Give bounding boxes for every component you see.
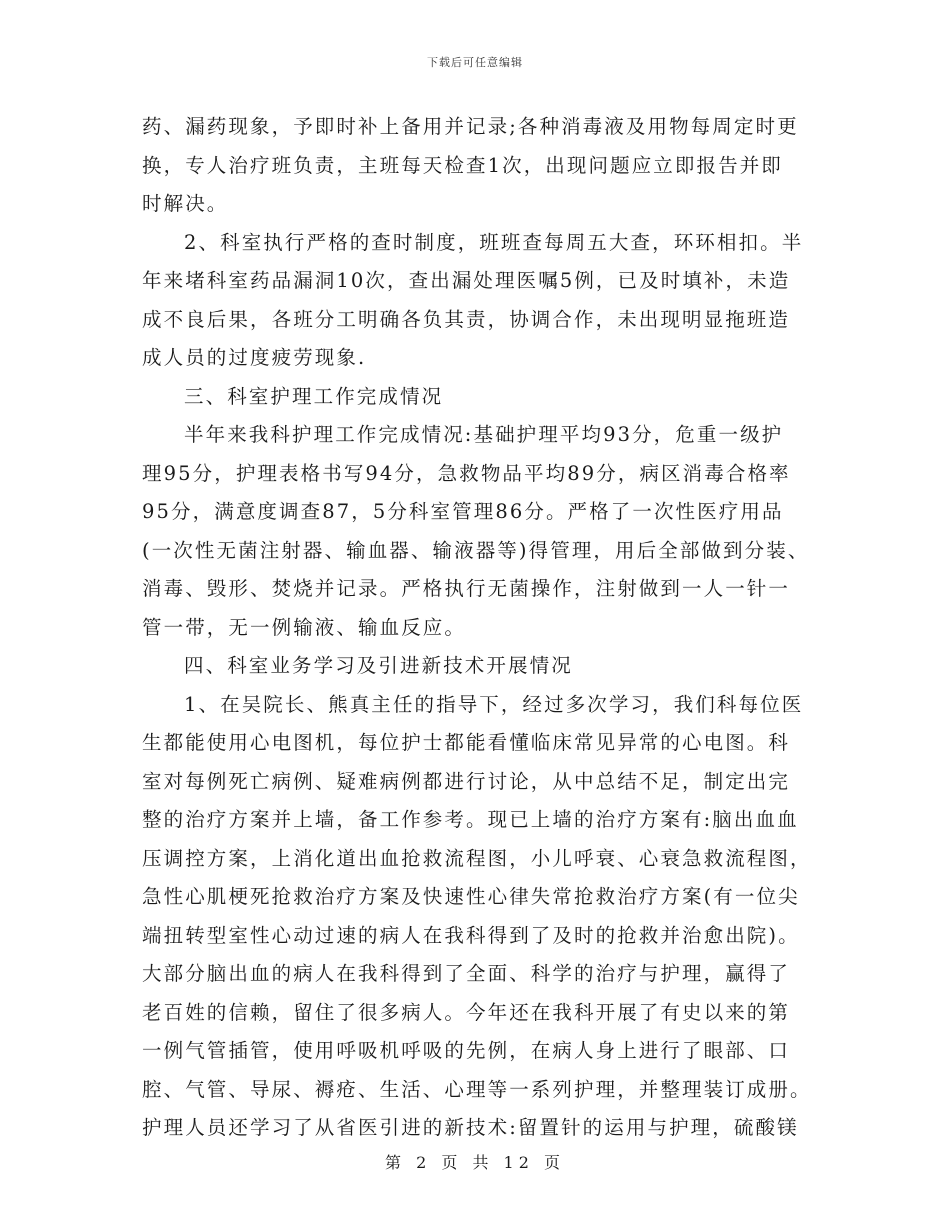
text-line: 半年来我科护理工作完成情况:基础护理平均93分，危重一级护 [184,423,784,446]
text-line: 时解决。 [142,192,229,215]
text-line: 护理人员还学习了从省医引进的新技术:留置针的运用与护理，硫酸镁 [142,1116,799,1139]
page-footer: 第 2 页 共 12 页 [385,1153,565,1172]
text-line: 腔、气管、导尿、褥疮、生活、心理等一系列护理，并整理装订成册。 [142,1077,812,1101]
text-line: 一例气管插管，使用呼吸机呼吸的先例，在病人身上进行了眼部、口 [142,1039,791,1062]
text-line: 2、科室执行严格的查时制度，班班查每周五大查，环环相扣。半 [184,230,804,254]
text-line: 1、在吴院长、熊真主任的指导下，经过多次学习，我们科每位医 [184,692,804,716]
text-line: 急性心肌梗死抢救治疗方案及快速性心律失常抢救治疗方案(有一位尖 [142,885,800,908]
text-line: 理95分，护理表格书写94分，急救物品平均89分，病区消毒合格率 [142,461,791,485]
text-line: 消毒、毁形、焚烧并记录。严格执行无菌操作，注射做到一人一针一 [142,577,791,600]
text-line: 年来堵科室药品漏洞10次，查出漏处理医嘱5例，已及时填补，未造 [142,269,791,292]
text-line: (一次性无菌注射器、输血器、输液器等)得管理，用后全部做到分装、 [142,538,810,562]
text-line: 四、科室业务学习及引进新技术开展情况 [184,654,573,677]
text-line: 成不良后果，各班分工明确各负其责，协调合作，未出现明显拖班造 [142,307,791,331]
text-line: 管一带，无一例输液、输血反应。 [142,615,467,639]
text-line: 生都能使用心电图机，每位护士都能看懂临床常见异常的心电图。科 [142,731,791,754]
page-header: 下载后可任意编辑 [427,56,523,69]
text-line: 95分，满意度调查87，5分科室管理86分。严格了一次性医疗用品 [142,500,784,523]
text-line: 压调控方案，上消化道出血抢救流程图，小儿呼衰、心衰急救流程图， [142,846,812,870]
text-line: 端扭转型室性心动过速的病人在我科得到了及时的抢救并治愈出院)。 [142,923,800,947]
text-line: 三、科室护理工作完成情况 [184,384,444,408]
document-body [142,108,812,1148]
text-line: 大部分脑出血的病人在我科得到了全面、科学的治疗与护理，赢得了 [142,962,791,985]
text-line: 换，专人治疗班负责，主班每天检查1次，出现问题应立即报告并即 [142,153,783,177]
text-line: 整的治疗方案并上墙，备工作参考。现已上墙的治疗方案有:脑出血血 [142,808,799,831]
text-line: 室对每例死亡病例、疑难病例都进行讨论，从中总结不足，制定出完 [142,769,791,793]
text-line: 老百姓的信赖，留住了很多病人。今年还在我科开展了有史以来的第 [142,1000,791,1024]
text-line: 药、漏药现象，予即时补上备用并记录;各种消毒液及用物每周定时更 [142,115,799,138]
text-line: 成人员的过度疲劳现象. [142,346,367,369]
